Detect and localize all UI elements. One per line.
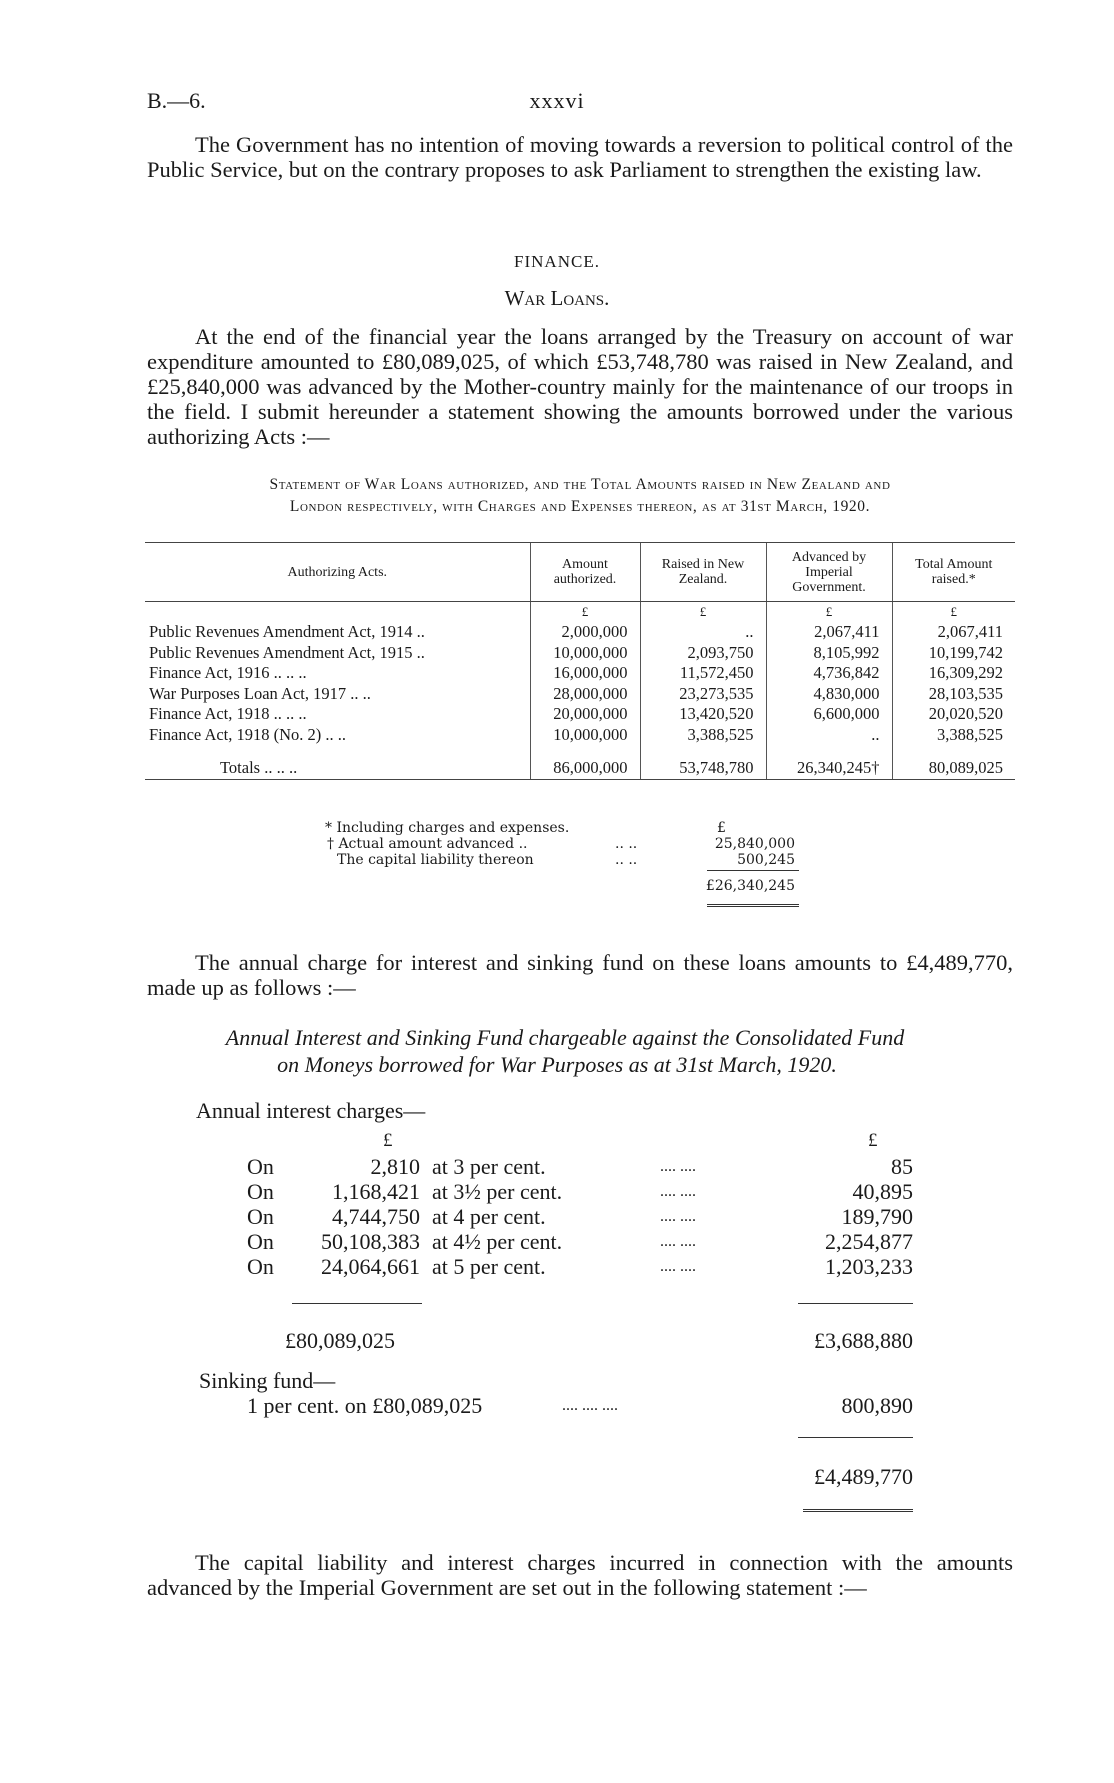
principal-amount: 24,064,661 — [321, 1254, 420, 1279]
interest-label: Annual interest charges— — [196, 1098, 426, 1123]
raised-in-nz: 23,273,535 — [640, 684, 766, 705]
advanced-imperial: 6,600,000 — [766, 704, 892, 725]
grand-total-double-rule — [803, 1509, 913, 1514]
currency-symbol: £ — [530, 602, 640, 623]
statement-title-line2: London respectively, with Charges and Expenses thereon, as at 31st March, 1920. — [289, 498, 871, 515]
footnote-star: * Including charges and expenses. — [325, 820, 570, 836]
liability-label: The capital liability thereon — [337, 852, 534, 868]
act-name: Public Revenues Amendment Act, 1914 .. — [149, 622, 425, 642]
interest-charge: 85 — [891, 1154, 913, 1179]
total-interest-charge: £3,688,880 — [814, 1328, 913, 1353]
principal-amount: 2,810 — [370, 1154, 420, 1179]
liability-value: 500,245 — [737, 852, 795, 868]
totals-row — [145, 745, 1015, 780]
war-loans-paragraph: At the end of the financial year the loans arranged by the Treasury on account of war expenditure amounted to £80,089,025, of which £53,748,780 was raised in New Zealand, and £25,840,000 was advanced by the Mother-country mainly for the maintenance of our troops in the field. I submit hereunder a statement showing the amounts borrowed under the various authorizing Acts :— — [147, 324, 1013, 449]
interest-charge: 189,790 — [841, 1204, 913, 1229]
amount-authorized: 10,000,000 — [530, 725, 640, 746]
total-raised: 3,388,525 — [892, 725, 1015, 746]
act-name: Finance Act, 1918 (No. 2) .. .. — [149, 724, 347, 744]
amount-authorized: 2,000,000 — [530, 622, 640, 643]
interest-rate: at 4½ per cent. — [432, 1229, 563, 1254]
column-header: Amount authorized. — [530, 543, 640, 602]
principal-amount: 4,744,750 — [332, 1204, 420, 1229]
annual-title-line1: Annual Interest and Sinking Fund chargeable against the Consolidated Fund — [225, 1025, 905, 1050]
principal-subtotal-rule — [292, 1303, 422, 1304]
table-row — [145, 725, 1015, 746]
principal-amount: 1,168,421 — [332, 1179, 420, 1204]
amount-authorized: 28,000,000 — [530, 684, 640, 705]
annual-charge-paragraph: The annual charge for interest and sinking fund on these loans amounts to £4,489,770, made up as follows :— — [147, 950, 1013, 1000]
document-page: B.—6. xxxvi The Government has no intention of moving towards a reversion to political control of the Public Service, but on the contrary proposes to ask Parliament to strengthen the existing law. FINANCE. War Loans. At the end of the financial year the loans arranged by the Treasury on account of war expenditure amounted to £80,089,025, of which £53,748,780 was raised in New Zealand, and £25,840,000 was advanced by the Mother-country mainly for the maintenance of our troops in the field. I submit hereunder a statement showing the amounts borrowed under the various authorizing Acts :— Statement of War Loans authorized, and the Total Amounts raised in New Zealand and London respectively, with Charges and Expenses thereon, as at 31st March, 1920. Authorizing Acts. Amount authorized. Raised in New Zealand. Advanced by Imperial Government. Total Amount raised.* £ £ £ £ Public Revenues Amendment Act, 1914 .. 2,000,000 .. 2,067,411 2,067,411 Public Revenues Amendment Act, 1915 .. 10,000,000 2,093,750 8,105,992 10,199,742 Finance Act, 1916 .. .. .. 16,000,000 11,572,450 4,736,842 16,309,292 War Purposes Loan Act, 1917 .. .. 28,000,000 23,273,535 4,830,000 28,103,535 Finance Act, 1918 .. .. .. 20,000,000 13,420,520 6,600,000 20,020,520 Finance Act, 1918 (No. 2) .. .. 10,000,000 3,388,525 .. 3,388,525 Totals .. .. .. 86,000,000 53,748,780 26,340,245† 80,089,025 * Including charges and expenses. £ † Actual amount advanced .. .. .. 25,840,000 The capital liability thereon .. .. 500,245 £26,340,245 The annual charge for interest and sinking fund on these loans amounts to £4,489,770, made up as follows :— Annual Interest and Sinking Fund chargeable against the Consolidated Fund on Moneys borrowed for War Purposes as at 31st March, 1920. Annual interest charges— £ £ On 2,810 at 3 per cent. .... .... 85 On 1,168,421 at 3½ per cent. .... .... 40,895 On 4,744,750 at 4 per cent. .... .... 189,790 On 50,108,383 at 4½ per cent. .... .... 2,254,877 On 24,064,661 at 5 per cent. .... .... 1,203,233 £80,089,025 £3,688,880 Sinking fund— 1 per cent. on £80,089,025 .... .... .... 800,890 £4,489,770 The capital liability and interest charges incurred in connection with the amounts advanced by the Imperial Government are set out in the following statement :— — [0, 0, 1114, 1783]
footnote-dagger: † Actual amount advanced .. — [327, 836, 528, 852]
advanced-imperial: .. — [766, 725, 892, 746]
interest-charge: 1,203,233 — [825, 1254, 913, 1279]
table-row — [145, 622, 1015, 643]
total-raised: 28,103,535 — [892, 684, 1015, 705]
currency-symbol: £ — [892, 602, 1015, 623]
table-header-row — [145, 543, 1015, 602]
currency-symbol: £ — [766, 602, 892, 623]
column-header: Authorizing Acts. — [145, 543, 530, 602]
act-name: Finance Act, 1916 .. .. .. — [149, 663, 307, 683]
column-header: Total Amount raised.* — [892, 543, 1015, 602]
document-reference: B.—6. — [147, 88, 206, 113]
section-title: FINANCE. — [514, 252, 600, 271]
raised-in-nz: 13,420,520 — [640, 704, 766, 725]
intro-paragraph: The Government has no intention of moving towards a reversion to political control of the Public Service, but on the contrary proposes to ask Parliament to strengthen the existing law. — [147, 132, 1013, 182]
sinking-fund-value: 800,890 — [841, 1393, 913, 1418]
sinking-fund-line: 1 per cent. on £80,089,025 — [247, 1393, 483, 1418]
amount-authorized: 20,000,000 — [530, 704, 640, 725]
amount-authorized: 16,000,000 — [530, 663, 640, 684]
annual-title-line2: on Moneys borrowed for War Purposes as at 31st March, 1920. — [277, 1052, 837, 1077]
total-raised-in-nz: 53,748,780 — [640, 745, 766, 780]
total-raised: 20,020,520 — [892, 704, 1015, 725]
raised-in-nz: 3,388,525 — [640, 725, 766, 746]
advanced-imperial: 4,830,000 — [766, 684, 892, 705]
grand-total: £4,489,770 — [814, 1464, 913, 1489]
statement-title-line1: Statement of War Loans authorized, and the Total Amounts raised in New Zealand and — [269, 476, 891, 493]
total-principal: £80,089,025 — [285, 1328, 395, 1353]
interest-rate: at 3 per cent. — [432, 1154, 546, 1179]
principal-amount: 50,108,383 — [321, 1229, 420, 1254]
column-header: Raised in New Zealand. — [640, 543, 766, 602]
table-row — [145, 663, 1015, 684]
act-name: War Purposes Loan Act, 1917 .. .. — [149, 683, 371, 703]
grand-total-rule — [798, 1437, 913, 1438]
interest-rate: at 4 per cent. — [432, 1204, 546, 1229]
advanced-imperial: 4,736,842 — [766, 663, 892, 684]
currency-symbol: £ — [868, 1130, 878, 1151]
total-raised: 10,199,742 — [892, 643, 1015, 664]
page-number: xxxvi — [529, 88, 585, 113]
closing-paragraph: The capital liability and interest charges incurred in connection with the amounts advanced by the Imperial Government are set out in the following statement :— — [147, 1550, 1013, 1600]
total-raised: 16,309,292 — [892, 663, 1015, 684]
total-amount-raised: 80,089,025 — [892, 745, 1015, 780]
raised-in-nz: 11,572,450 — [640, 663, 766, 684]
notes-sum-rule — [707, 870, 799, 871]
war-loans-table — [145, 542, 1015, 780]
currency-symbol: £ — [640, 602, 766, 623]
total-advanced-imperial: 26,340,245† — [766, 745, 892, 780]
interest-rate: at 5 per cent. — [432, 1254, 546, 1279]
charge-subtotal-rule — [798, 1303, 913, 1304]
advanced-imperial: 8,105,992 — [766, 643, 892, 664]
table-row — [145, 684, 1015, 705]
raised-in-nz: 2,093,750 — [640, 643, 766, 664]
advanced-imperial: 2,067,411 — [766, 622, 892, 643]
currency-row — [145, 602, 1015, 623]
totals-label: Totals .. .. .. — [145, 745, 530, 780]
interest-charge: 40,895 — [852, 1179, 913, 1204]
table-row — [145, 704, 1015, 725]
currency-symbol: £ — [383, 1130, 393, 1151]
interest-charge: 2,254,877 — [825, 1229, 913, 1254]
total-raised: 2,067,411 — [892, 622, 1015, 643]
act-name: Public Revenues Amendment Act, 1915 .. — [149, 642, 425, 662]
total-authorized: 86,000,000 — [530, 745, 640, 780]
amount-authorized: 10,000,000 — [530, 643, 640, 664]
notes-total-rule — [707, 904, 799, 909]
currency-symbol: £ — [717, 820, 726, 836]
interest-rate: at 3½ per cent. — [432, 1179, 563, 1204]
sinking-fund-label: Sinking fund— — [199, 1368, 336, 1393]
act-name: Finance Act, 1918 .. .. .. — [149, 704, 307, 724]
advanced-value: 25,840,000 — [714, 836, 795, 852]
table-row — [145, 643, 1015, 664]
column-header: Advanced by Imperial Government. — [766, 543, 892, 602]
raised-in-nz: .. — [640, 622, 766, 643]
notes-sum: £26,340,245 — [705, 878, 795, 894]
subsection-title: War Loans. — [504, 286, 610, 310]
